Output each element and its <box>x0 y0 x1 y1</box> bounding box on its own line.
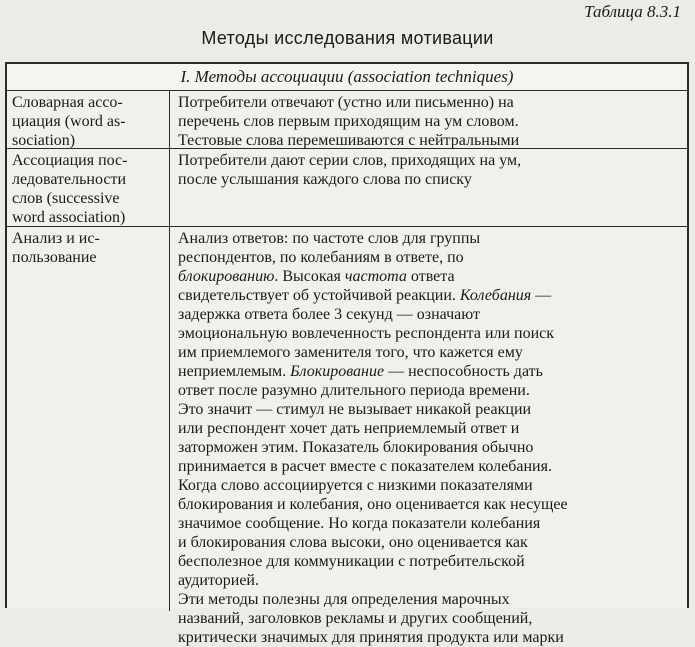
description-text: — неспособность дать <box>384 363 543 380</box>
description-line: критически значимых для принятия продукта или марки <box>178 629 564 646</box>
motivation-methods-table <box>5 62 689 646</box>
description-line: после услышания каждого слова по списку <box>178 171 472 188</box>
term-hesitation: Колебания <box>459 287 532 304</box>
table-row <box>7 91 687 149</box>
description-text: — <box>531 287 552 304</box>
table-title: Методы исследования мотивации <box>201 28 494 48</box>
method-name-line: word association) <box>12 209 126 226</box>
description-line: или респондент хочет дать неприемлемый ответ и <box>178 420 520 437</box>
description-line: Эти методы полезны для определения марочных <box>178 591 510 608</box>
method-name-cell <box>7 91 170 148</box>
method-name-line: циация (word as- <box>12 113 126 130</box>
description-text: неприемлемым. <box>178 363 287 380</box>
method-name-cell <box>7 227 170 611</box>
description-line: Потребители дают серии слов, приходящих на ум, <box>178 152 522 169</box>
description-line: принимается в расчет вместе с показателем колебания. <box>178 458 552 475</box>
description-line: ответ после разумно длительного периода времени. <box>178 382 530 399</box>
method-name-line: слов (successive <box>12 190 120 207</box>
description-line: Это значит — стимул не вызывает никакой реакции <box>178 401 532 418</box>
method-name-line: пользование <box>12 249 97 266</box>
method-description-cell <box>170 149 687 226</box>
description-line: Анализ ответов: по частоте слов для группы <box>178 230 481 247</box>
description-text: . Высокая <box>274 268 341 285</box>
description-line: бесполезное для коммуникации с потребительской <box>178 553 525 570</box>
table-number: Таблица 8.3.1 <box>584 2 681 21</box>
table-row <box>7 149 687 227</box>
description-line <box>178 267 683 286</box>
description-text: ответа <box>410 268 455 285</box>
term-frequency: частота <box>344 268 407 285</box>
method-name-line: Анализ и ис- <box>12 230 100 247</box>
method-description-cell <box>170 91 687 148</box>
method-name-line: sociation) <box>12 132 76 149</box>
term-blocking-definition: Блокирование <box>290 363 385 380</box>
description-line <box>178 362 683 381</box>
term-blocking: блокированию <box>178 268 275 285</box>
description-line: им приемлемого заменителя того, что кажется ему <box>178 344 523 361</box>
description-text: свидетельствует об устойчивой реакции. <box>178 287 456 304</box>
section-header: I. Методы ассоциации (association techniques) <box>7 64 687 91</box>
description-line <box>178 286 683 305</box>
table-row <box>7 227 687 646</box>
method-name-line: Ассоциация пос- <box>12 152 128 169</box>
description-line: эмоциональную вовлеченность респондента или поиск <box>178 325 555 342</box>
method-name-line: Словарная ассо- <box>12 94 123 111</box>
description-line: респондентов, по колебаниям в ответе, по <box>178 249 464 266</box>
description-line: аудиторией. <box>178 572 259 589</box>
description-line: перечень слов первым приходящим на ум словом. <box>178 113 519 130</box>
description-line: и блокирования слова высоки, оно оценивается как <box>178 534 528 551</box>
description-line: заторможен этим. Показатель блокирования обычно <box>178 439 534 456</box>
description-line: блокирования и колебания, оно оценивается как несущее <box>178 496 568 513</box>
method-name-cell <box>7 149 170 226</box>
method-description-cell <box>170 227 687 646</box>
description-line: задержка ответа более 3 секунд — означают <box>178 306 480 323</box>
description-line: значимое сообщение. Но когда показатели колебания <box>178 515 541 532</box>
description-line: Тестовые слова перемешиваются с нейтральными <box>178 132 520 149</box>
method-name-line: ледовательности <box>12 171 127 188</box>
description-line: Когда слово ассоциируется с низкими показателями <box>178 477 533 494</box>
description-line: Потребители отвечают (устно или письменно) на <box>178 94 514 111</box>
description-line: названий, заголовков рекламы и других сообщений, <box>178 610 533 627</box>
